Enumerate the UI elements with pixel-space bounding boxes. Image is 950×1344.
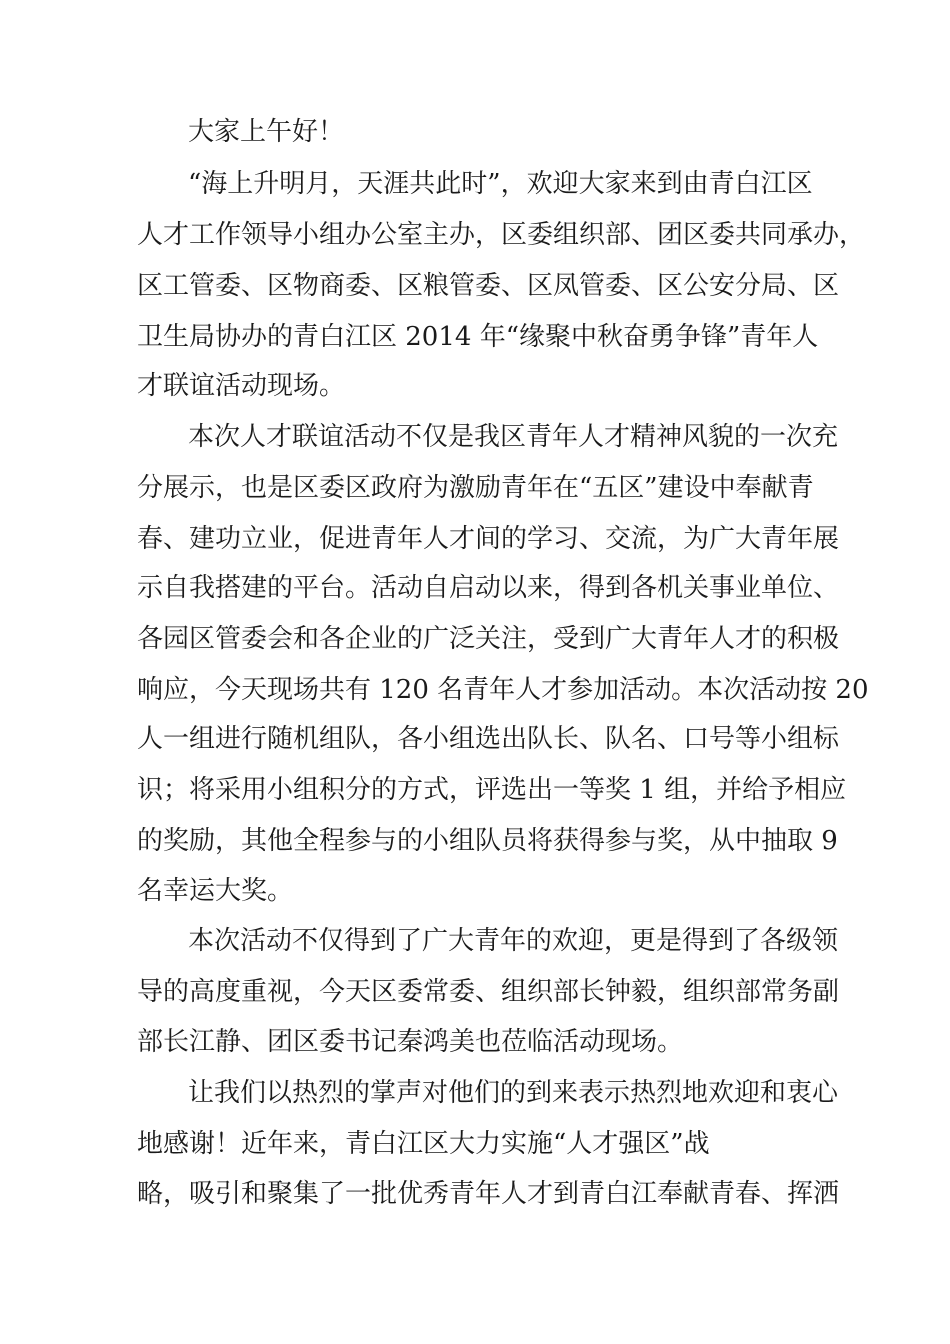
text-line: 导的高度重视，今天区委常委、组织部长钟毅，组织部常务副 xyxy=(137,977,840,1007)
text-line: 地感谢！近年来，青白江区大力实施“人才强区”战 xyxy=(137,1129,710,1159)
text-line: 让我们以热烈的掌声对他们的到来表示热烈地欢迎和衷心 xyxy=(188,1078,839,1108)
text-line: 人一组进行随机组队，各小组选出队长、队名、口号等小组标 xyxy=(137,724,840,754)
text-line: 春、建功立业，促进青年人才间的学习、交流，为广大青年展 xyxy=(137,524,840,554)
text-line: 各园区管委会和各企业的广泛关注，受到广大青年人才的积极 xyxy=(137,624,840,654)
text-line: 部长江静、团区委书记秦鸿美也莅临活动现场。 xyxy=(137,1027,684,1057)
text-line: 人才工作领导小组办公室主办，区委组织部、团区委共同承办， xyxy=(137,220,866,250)
text-line: 略，吸引和聚集了一批优秀青年人才到青白江奉献青春、挥洒 xyxy=(137,1179,840,1209)
text-line: 卫生局协办的青白江区 2014 年“缘聚中秋奋勇争锋”青年人 xyxy=(137,322,819,352)
text-line: 示自我搭建的平台。活动自启动以来，得到各机关事业单位、 xyxy=(137,573,840,603)
text-line: 响应，今天现场共有 120 名青年人才参加活动。本次活动按 20 xyxy=(137,675,869,705)
text-line: 名幸运大奖。 xyxy=(137,876,294,906)
text-line: 区工管委、区物商委、区粮管委、区凤管委、区公安分局、区 xyxy=(137,271,840,301)
text-line: 识；将采用小组积分的方式，评选出一等奖 1 组，并给予相应 xyxy=(137,775,847,805)
text-line: 本次人才联谊活动不仅是我区青年人才精神风貌的一次充 xyxy=(188,422,839,452)
text-line: 分展示，也是区委区政府为激励青年在“五区”建设中奉献青 xyxy=(137,473,814,503)
text-line: “海上升明月，天涯共此时”，欢迎大家来到由青白江区 xyxy=(188,169,813,199)
text-line: 大家上午好！ xyxy=(188,117,345,147)
text-line: 本次活动不仅得到了广大青年的欢迎，更是得到了各级领 xyxy=(188,926,839,956)
text-line: 才联谊活动现场。 xyxy=(137,371,346,401)
text-line: 的奖励，其他全程参与的小组队员将获得参与奖，从中抽取 9 xyxy=(137,826,838,856)
